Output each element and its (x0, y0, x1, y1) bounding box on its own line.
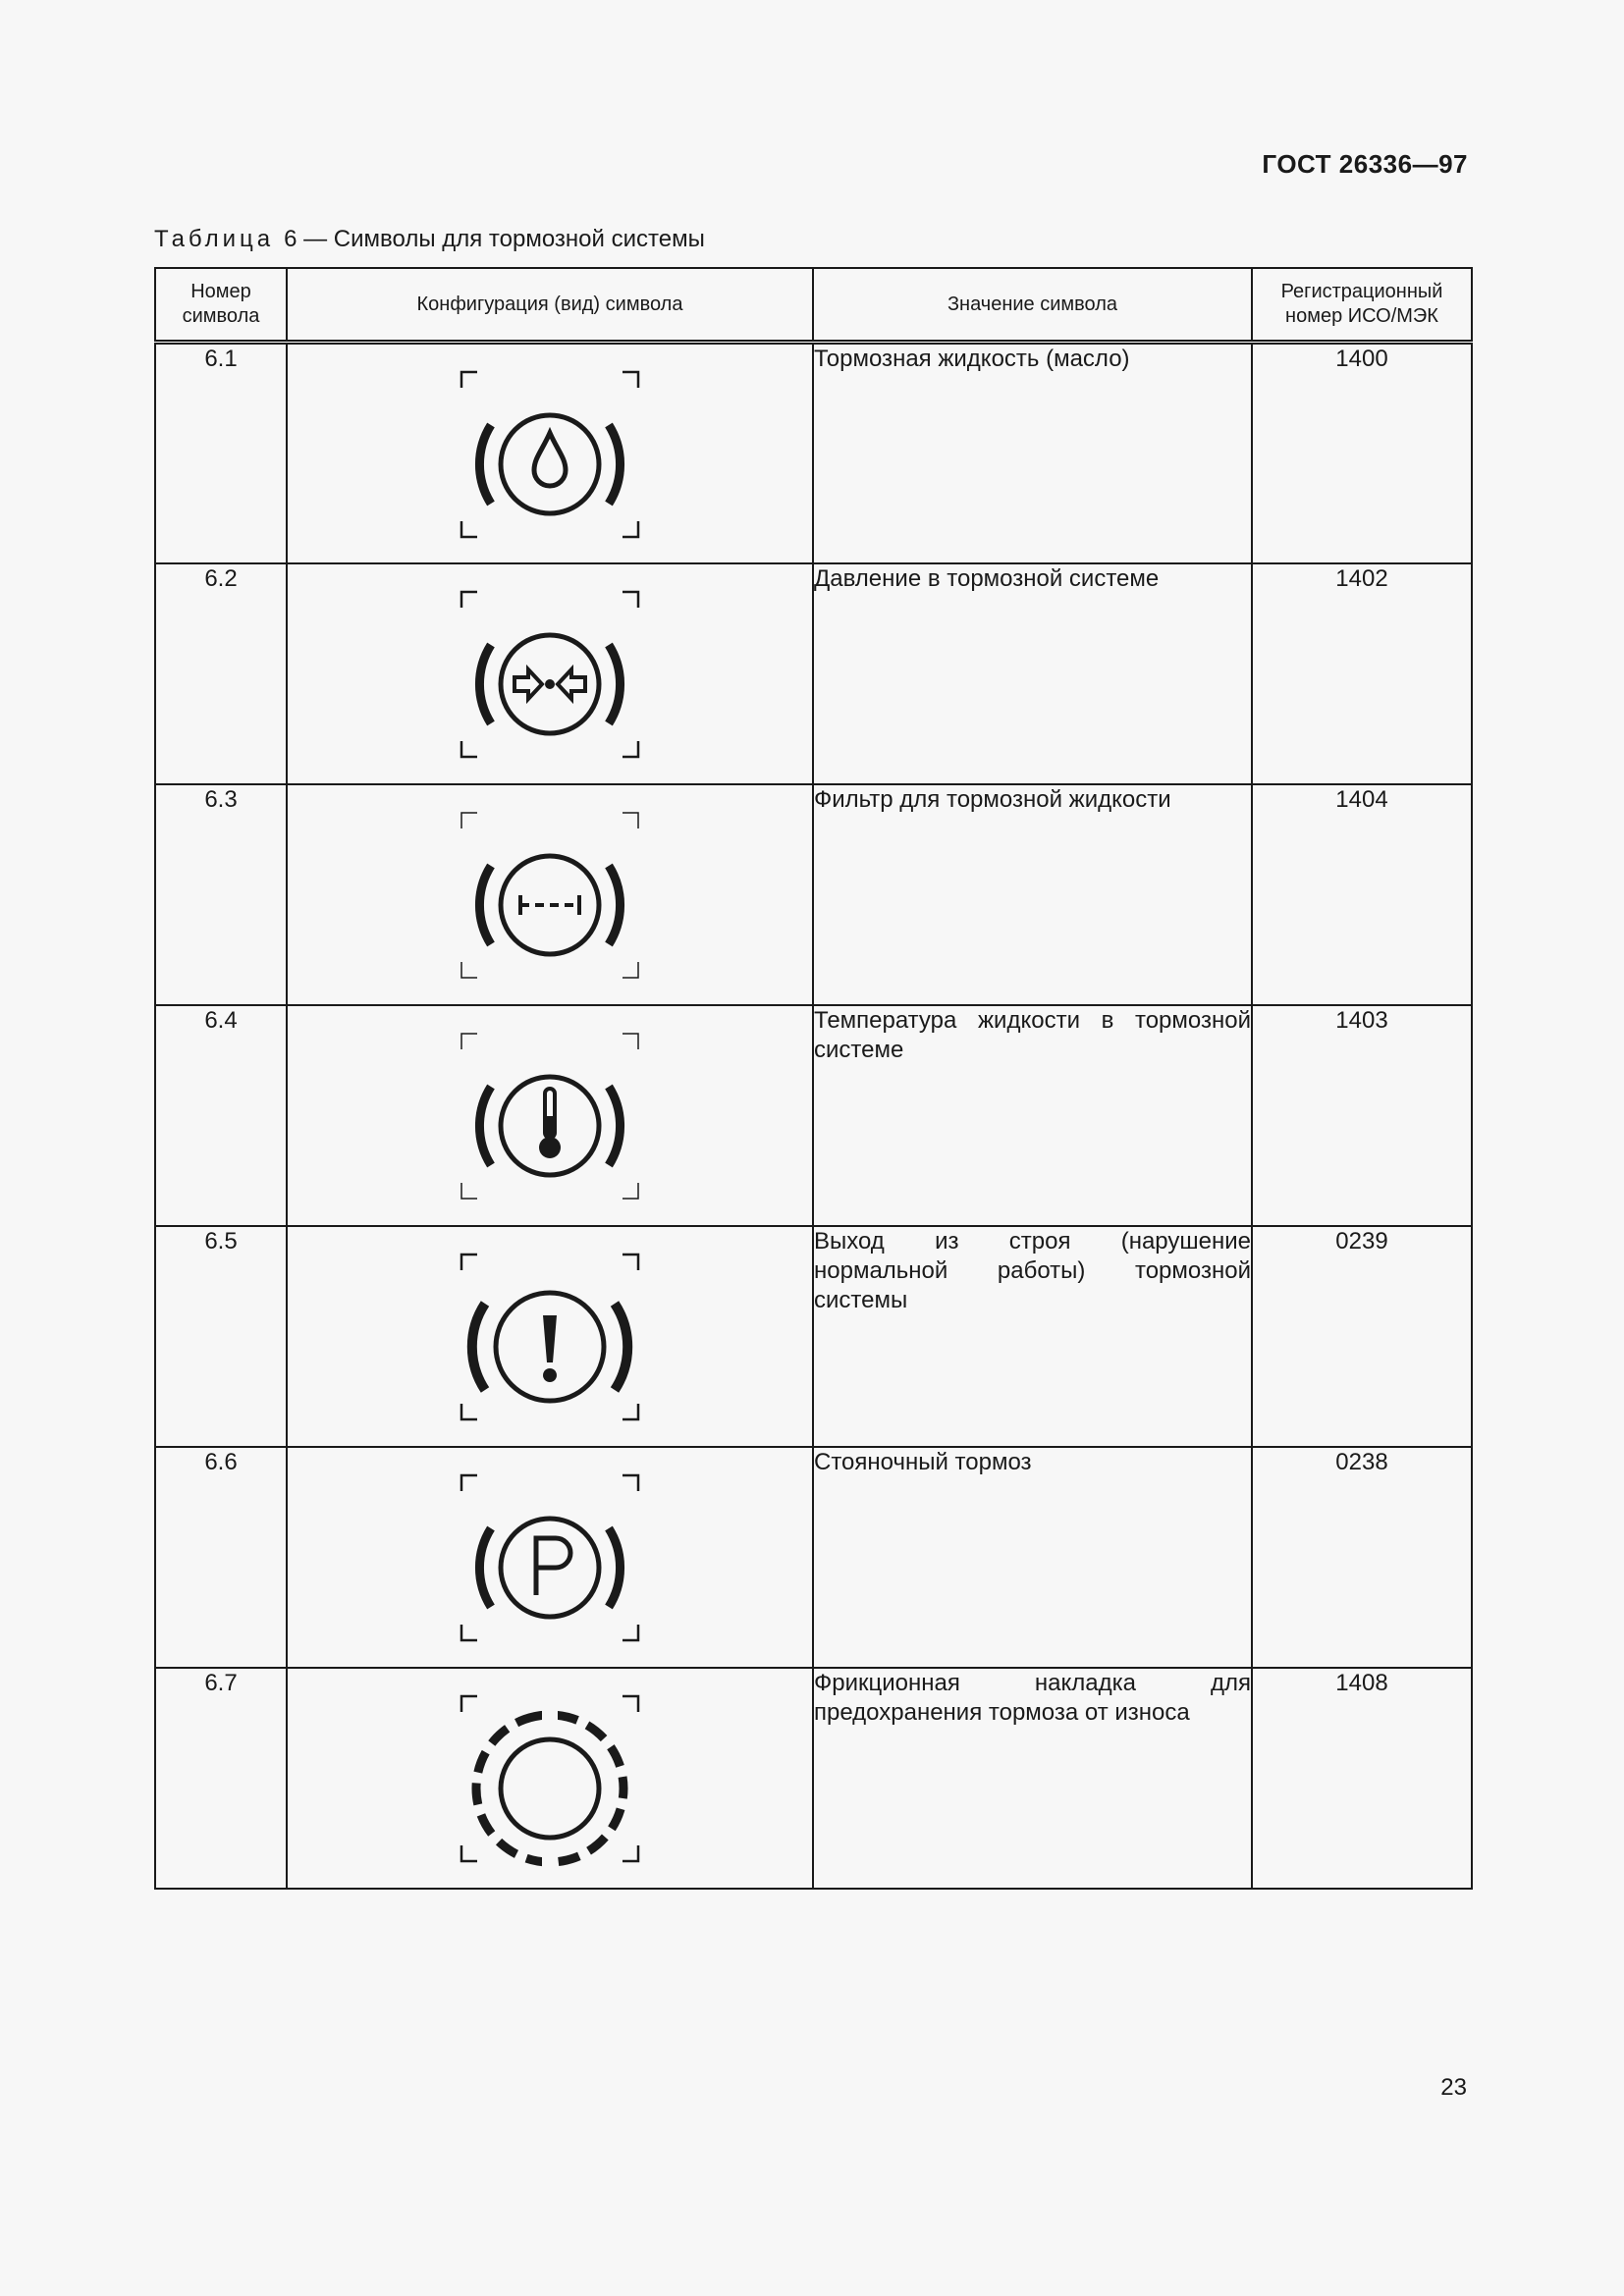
brake-lining-wear-icon (452, 1681, 648, 1877)
parking-brake-p-icon (452, 1460, 648, 1656)
table-row (155, 343, 1472, 563)
registration-number: 1408 (1252, 1668, 1472, 1889)
table-row (155, 784, 1472, 1005)
table-row (155, 1005, 1472, 1226)
registration-number: 0238 (1252, 1447, 1472, 1668)
symbol-configuration (287, 1447, 813, 1668)
symbol-configuration (287, 563, 813, 784)
symbol-meaning: Выход из строя (нарушение нормальной работы) тормозной системы (813, 1226, 1252, 1447)
symbol-meaning: Тормозная жидкость (масло) (813, 343, 1252, 563)
brake-symbols-table (154, 267, 1473, 1890)
symbol-meaning: Давление в тормозной системе (813, 563, 1252, 784)
symbol-meaning: Температура жидкости в тормозной системе (813, 1005, 1252, 1226)
brake-failure-exclamation-icon (452, 1239, 648, 1435)
registration-number: 1402 (1252, 563, 1472, 784)
table-caption-word: Таблица (154, 226, 275, 252)
symbol-configuration (287, 1668, 813, 1889)
table-header-row (155, 268, 1472, 343)
page-number: 23 (1440, 2074, 1467, 2101)
brake-thermometer-icon (452, 1018, 648, 1214)
header-meaning: Значение символа (813, 268, 1252, 343)
symbol-configuration (287, 1226, 813, 1447)
symbol-number: 6.2 (155, 563, 287, 784)
table-row (155, 1447, 1472, 1668)
symbol-configuration (287, 784, 813, 1005)
registration-number: 1403 (1252, 1005, 1472, 1226)
registration-number: 1404 (1252, 784, 1472, 1005)
brake-filter-dashed-line-icon (452, 797, 648, 993)
symbol-number: 6.5 (155, 1226, 287, 1447)
table-row (155, 1668, 1472, 1889)
symbol-meaning: Стояночный тормоз (813, 1447, 1252, 1668)
document-code: ГОСТ 26336—97 (1262, 149, 1468, 179)
table-caption (154, 226, 705, 253)
symbol-number: 6.7 (155, 1668, 287, 1889)
symbol-configuration (287, 1005, 813, 1226)
header-number: Номер символа (155, 268, 287, 343)
header-registration: Регистрационный номер ИСО/МЭК (1252, 268, 1472, 343)
table-caption-title: 6 — Символы для тормозной системы (284, 226, 705, 252)
table-row (155, 563, 1472, 784)
symbol-number: 6.4 (155, 1005, 287, 1226)
symbol-number: 6.3 (155, 784, 287, 1005)
registration-number: 1400 (1252, 343, 1472, 563)
symbol-meaning: Фильтр для тормозной жидкости (813, 784, 1252, 1005)
brake-pressure-arrows-icon (452, 576, 648, 773)
symbol-meaning: Фрикционная накладка для предохранения тормоза от износа (813, 1668, 1252, 1889)
brake-fluid-drop-icon (452, 356, 648, 553)
symbol-configuration (287, 343, 813, 563)
registration-number: 0239 (1252, 1226, 1472, 1447)
symbol-number: 6.6 (155, 1447, 287, 1668)
header-configuration: Конфигурация (вид) символа (287, 268, 813, 343)
table-row (155, 1226, 1472, 1447)
symbol-number: 6.1 (155, 343, 287, 563)
